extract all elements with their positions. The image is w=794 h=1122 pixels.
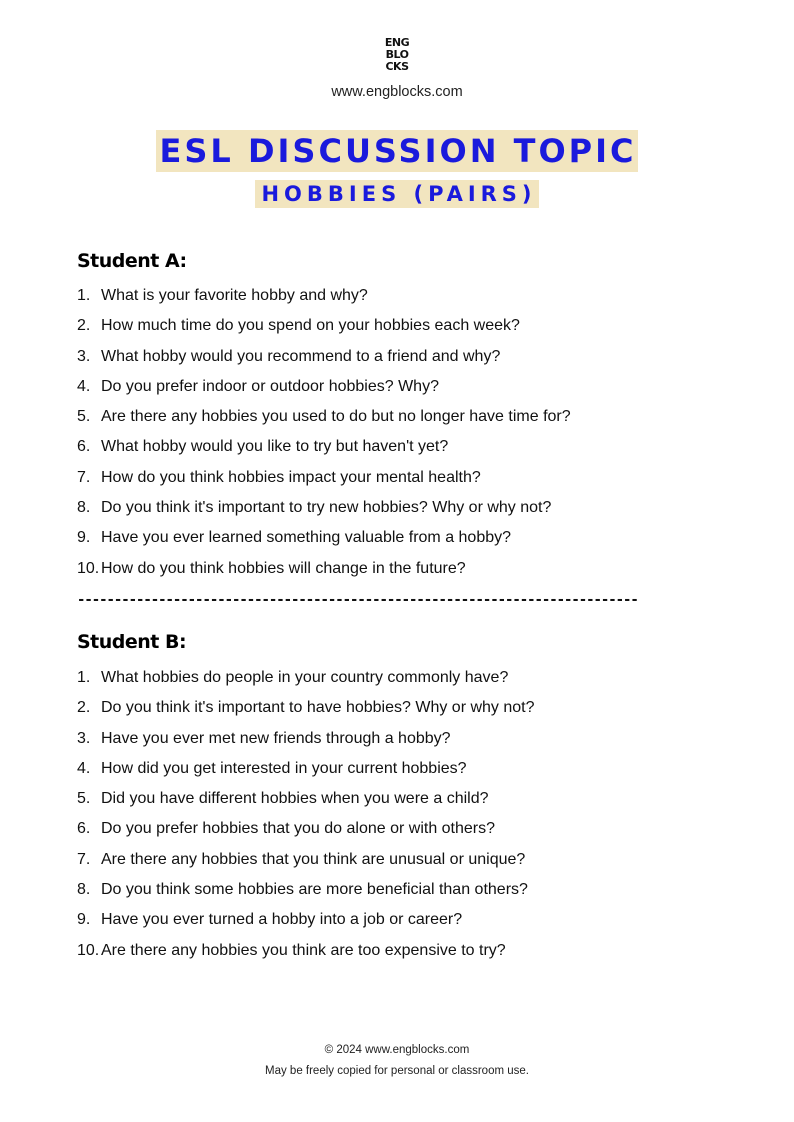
question-text: How do you think hobbies impact your mental health? [101,468,481,486]
website-url[interactable]: www.engblocks.com [331,84,463,100]
question-number: 7. [77,850,91,868]
logo-line-3: CKS [385,60,409,73]
question-text: Have you ever met new friends through a hobby? [101,729,451,747]
footer-copyright: © 2024 www.engblocks.com [324,1044,470,1056]
student-a-question-list [77,281,737,584]
question-number: 8. [77,499,91,517]
page-subtitle: HOBBIES (PAIRS) [255,180,538,208]
question-number: 4. [77,759,91,777]
question-item [77,936,737,966]
question-number: 4. [77,377,91,395]
question-item [77,432,737,462]
question-item [77,693,737,723]
question-item [77,372,737,402]
question-item [77,784,737,814]
question-text: What hobby would you recommend to a friend and why? [101,347,501,365]
student-b-question-list [77,663,737,966]
question-number: 2. [77,699,91,717]
question-text: Do you think some hobbies are more beneficial than others? [101,881,528,899]
question-text: What is your favorite hobby and why? [101,287,368,304]
question-item [77,905,737,935]
question-number: 1. [77,669,91,686]
title-container [0,130,794,172]
student-b-heading: Student B: [77,631,187,653]
question-item [77,845,737,875]
question-number: 1. [77,287,91,304]
question-item [77,724,737,754]
engblocks-logo [0,37,794,73]
question-number: 9. [77,529,91,547]
question-text: Do you prefer indoor or outdoor hobbies? Why? [101,377,439,395]
question-item [77,493,737,523]
student-a-heading: Student A: [77,250,187,272]
question-number: 10. [77,941,100,959]
question-item [77,814,737,844]
question-text: Are there any hobbies that you think are unusual or unique? [101,850,526,868]
question-number: 8. [77,881,91,899]
question-number: 5. [77,408,91,426]
subtitle-container [0,180,794,208]
question-text: Are there any hobbies you used to do but no longer have time for? [101,408,571,426]
question-text: Have you ever turned a hobby into a job or career? [101,911,463,929]
question-text: Do you think it's important to have hobbies? Why or why not? [101,699,535,717]
question-number: 7. [77,468,91,486]
question-number: 10. [77,559,100,577]
question-number: 5. [77,790,91,808]
question-number: 3. [77,729,91,747]
question-number: 2. [77,317,91,335]
question-text: Do you think it's important to try new hobbies? Why or why not? [101,499,552,517]
question-text: Did you have different hobbies when you were a child? [101,790,489,808]
section-divider: ---------------------------------------------------------------------------- [77,592,638,608]
question-number: 6. [77,820,91,838]
question-number: 6. [77,438,91,456]
question-text: How do you think hobbies will change in the future? [101,559,466,577]
question-item [77,554,737,584]
question-item [77,663,737,693]
question-item [77,463,737,493]
question-item [77,281,737,311]
question-text: Do you prefer hobbies that you do alone or with others? [101,820,496,838]
question-item [77,523,737,553]
footer-license: May be freely copied for personal or classroom use. [265,1065,529,1077]
question-number: 3. [77,347,91,365]
question-item [77,342,737,372]
question-text: How did you get interested in your current hobbies? [101,759,467,777]
question-text: What hobbies do people in your country commonly have? [101,669,509,686]
question-item [77,754,737,784]
question-item [77,875,737,905]
question-text: Have you ever learned something valuable from a hobby? [101,529,512,547]
page-title: ESL DISCUSSION TOPIC [156,130,639,172]
question-text: What hobby would you like to try but haven't yet? [101,438,449,456]
logo-line-1: ENG [384,36,410,49]
question-item [77,311,737,341]
question-number: 9. [77,911,91,929]
logo-line-2: BLO [385,48,409,61]
question-item [77,402,737,432]
question-text: Are there any hobbies you think are too expensive to try? [101,941,506,959]
question-text: How much time do you spend on your hobbies each week? [101,317,520,335]
